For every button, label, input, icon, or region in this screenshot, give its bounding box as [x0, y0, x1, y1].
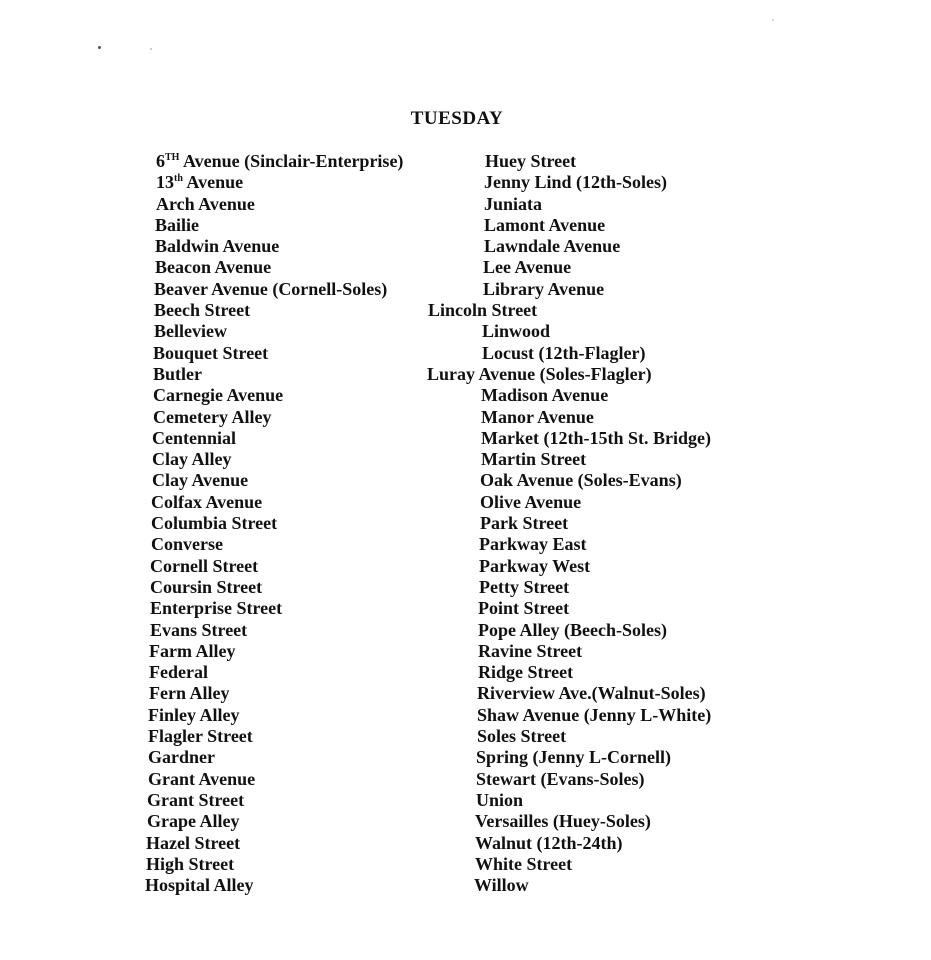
street-entry: [482, 343, 716, 364]
street-entry: [148, 769, 395, 790]
street-name: Madison Avenue: [481, 385, 609, 406]
street-name: Fern Alley: [149, 683, 230, 704]
street-name: Martin Street: [481, 449, 587, 470]
street-entry: [484, 194, 718, 215]
street-name: Versailles (Huey-Soles): [475, 811, 651, 832]
street-entry: [156, 194, 403, 215]
street-entry: [483, 279, 717, 300]
street-name: 6: [156, 151, 165, 171]
street-entry: [148, 705, 395, 726]
street-entry: [145, 875, 392, 896]
street-name: Market (12th-15th St. Bridge): [481, 427, 711, 448]
street-entry: [154, 300, 401, 321]
street-entry: [147, 811, 394, 832]
street-entry: [476, 769, 710, 790]
street-entry: [151, 513, 398, 534]
street-entry: [153, 364, 400, 385]
street-name: Cornell Street: [150, 555, 259, 576]
street-entry: [155, 215, 402, 236]
street-entry: [152, 449, 399, 470]
street-name: Huey Street: [485, 151, 577, 171]
street-name: Gardner: [148, 747, 215, 768]
street-name: Ridge Street: [478, 662, 574, 683]
street-entry: [476, 747, 710, 768]
street-name: Colfax Avenue: [151, 491, 263, 512]
street-entry: [151, 534, 398, 555]
street-name: Olive Avenue: [480, 491, 582, 512]
street-entry: [148, 726, 395, 747]
street-entry: [155, 257, 402, 278]
street-entry: [481, 407, 715, 428]
street-name: Point Street: [478, 598, 570, 619]
street-entry: [478, 598, 712, 619]
street-name: Pope Alley (Beech-Soles): [478, 619, 667, 640]
street-name: Hospital Alley: [145, 875, 254, 896]
street-entry: [484, 236, 718, 257]
street-name: Petty Street: [479, 576, 570, 597]
street-name: High Street: [146, 853, 235, 874]
street-name: Union: [476, 789, 524, 810]
street-entry: [427, 364, 661, 385]
street-entry: [475, 811, 709, 832]
street-name: Parkway West: [479, 555, 591, 576]
street-name: Hazel Street: [146, 832, 241, 853]
street-entry: [484, 215, 718, 236]
street-name: Park Street: [480, 513, 569, 534]
street-entry: [149, 662, 396, 683]
street-entry: [481, 449, 715, 470]
street-name: Linwood: [482, 321, 551, 342]
street-entry: [479, 534, 713, 555]
street-name: Walnut (12th-24th): [475, 832, 623, 853]
street-name: Converse: [151, 534, 223, 555]
street-entry: [146, 833, 393, 854]
street-entry: [150, 556, 397, 577]
street-entry: [152, 470, 399, 491]
street-name: Juniata: [484, 193, 543, 214]
street-entry: [482, 321, 716, 342]
street-entry: [475, 833, 709, 854]
street-name: Luray Avenue (Soles-Flagler): [427, 363, 652, 384]
street-entry: [428, 300, 662, 321]
street-name: Grant Avenue: [148, 768, 256, 789]
street-name: Butler: [153, 363, 202, 384]
street-entry: [479, 577, 713, 598]
street-entry: [484, 172, 718, 193]
street-entry: [153, 407, 400, 428]
street-entry: [475, 854, 709, 875]
street-name: Spring (Jenny L-Cornell): [476, 747, 672, 768]
street-entry: [480, 470, 714, 491]
street-name: Beech Street: [154, 300, 251, 321]
street-name: Shaw Avenue (Jenny L-White): [477, 704, 712, 725]
street-entry: [156, 172, 403, 193]
street-entry: [155, 236, 402, 257]
street-name: Farm Alley: [149, 640, 236, 661]
street-entry: [474, 875, 708, 896]
street-name: Bouquet Street: [153, 342, 269, 363]
street-name: Flagler Street: [148, 726, 253, 747]
street-entry: [150, 577, 397, 598]
street-name: Belleview: [154, 321, 227, 342]
street-entry: [480, 492, 714, 513]
ordinal-suffix: th: [174, 173, 183, 185]
street-list-right: [427, 151, 719, 896]
street-entry: [153, 343, 400, 364]
street-entry: [154, 321, 401, 342]
street-entry: [154, 279, 401, 300]
street-name: 13: [156, 172, 174, 193]
street-name: Lawndale Avenue: [484, 236, 621, 257]
scan-speck: [98, 46, 101, 49]
street-entry: [147, 790, 394, 811]
street-entry: [477, 726, 711, 747]
street-name: Centennial: [152, 427, 237, 448]
street-entry: [150, 620, 397, 641]
street-name: Clay Alley: [152, 449, 232, 470]
street-name: Stewart (Evans-Soles): [476, 768, 645, 789]
street-name: Lamont Avenue: [484, 214, 606, 235]
street-name: Evans Street: [150, 619, 248, 640]
street-name: Riverview Ave.(Walnut-Soles): [477, 683, 706, 704]
street-entry: [479, 556, 713, 577]
street-entry: [478, 620, 712, 641]
street-name: Enterprise Street: [150, 598, 283, 619]
street-name: Lincoln Street: [428, 300, 538, 321]
street-name: Parkway East: [479, 534, 587, 555]
street-entry: [149, 683, 396, 704]
street-entry: [477, 683, 711, 704]
street-entry: [151, 492, 398, 513]
street-entry: [480, 513, 714, 534]
street-entry: [146, 854, 393, 875]
street-entry: [481, 428, 715, 449]
street-name: Beaver Avenue (Cornell-Soles): [154, 278, 388, 299]
street-name: Bailie: [155, 214, 199, 235]
street-name: Federal: [149, 662, 208, 683]
scan-speck: [772, 19, 774, 21]
street-name: Willow: [474, 875, 529, 896]
street-entry: [477, 705, 711, 726]
street-name: Cemetery Alley: [153, 406, 272, 427]
street-name: Arch Avenue: [156, 193, 255, 214]
street-name: Ravine Street: [478, 640, 583, 661]
street-name: Carnegie Avenue: [153, 385, 284, 406]
street-name: Soles Street: [477, 726, 567, 747]
street-name: Coursin Street: [150, 576, 263, 597]
street-name: Baldwin Avenue: [155, 236, 280, 257]
street-entry: [153, 385, 400, 406]
street-entry: [149, 641, 396, 662]
street-name-rest: Avenue: [182, 172, 244, 193]
street-entry: [152, 428, 399, 449]
street-name-rest: Avenue (Sinclair-Enterprise): [179, 151, 404, 171]
street-name: Lee Avenue: [483, 257, 572, 278]
street-name: Locust (12th-Flagler): [482, 342, 646, 363]
street-entry: [485, 151, 719, 172]
street-name: Clay Avenue: [152, 470, 249, 491]
street-entry: [483, 257, 717, 278]
street-entry: [148, 747, 395, 768]
street-name: Library Avenue: [483, 278, 605, 299]
street-name: White Street: [475, 853, 573, 874]
street-entry: [478, 662, 712, 683]
street-name: Finley Alley: [148, 704, 240, 725]
street-list-left: [145, 151, 404, 896]
ordinal-suffix: TH: [165, 152, 180, 163]
street-entry: [478, 641, 712, 662]
street-name: Oak Avenue (Soles-Evans): [480, 470, 682, 491]
street-name: Grant Street: [147, 789, 245, 810]
street-entry: [476, 790, 710, 811]
street-entry: [156, 151, 403, 172]
street-name: Columbia Street: [151, 513, 278, 534]
street-entry: [481, 385, 715, 406]
street-name: Jenny Lind (12th-Soles): [484, 172, 668, 193]
page-title: TUESDAY: [410, 108, 504, 129]
street-entry: [150, 598, 397, 619]
street-name: Beacon Avenue: [155, 257, 272, 278]
scan-speck: [150, 48, 152, 50]
street-name: Grape Alley: [147, 811, 240, 832]
street-name: Manor Avenue: [481, 406, 594, 427]
